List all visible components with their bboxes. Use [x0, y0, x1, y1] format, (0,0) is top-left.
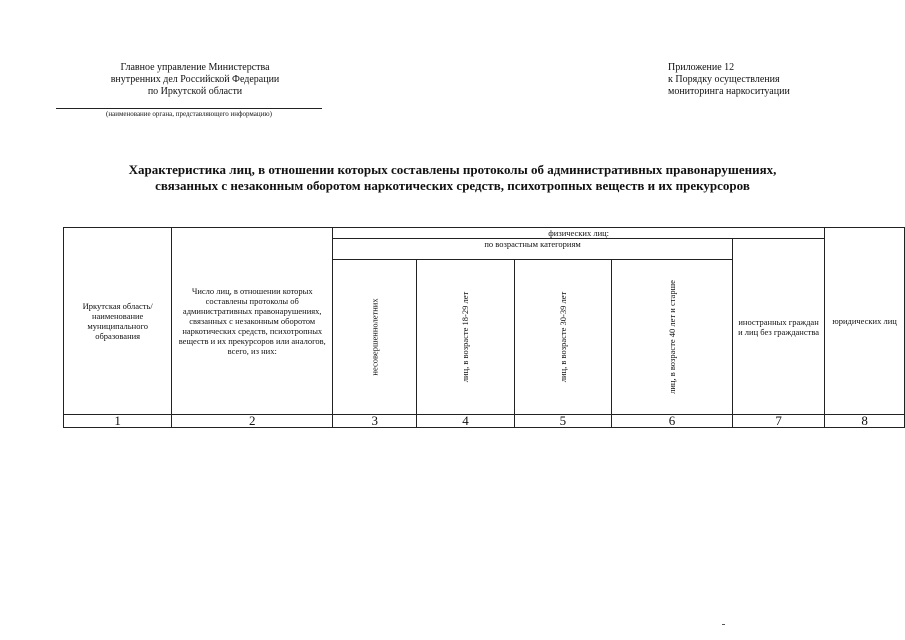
header-cell-total: Число лиц, в отношении которых составлены протоколы об административных правонарушениях, связанных с незаконным оборотом наркотических средств, психотропных веществ и их прекурсоров или аналогов, всего, из них: [172, 228, 333, 415]
column-number: 7 [732, 415, 824, 428]
scan-mark [722, 624, 725, 625]
report-table [63, 227, 905, 428]
age-label-40-plus: лиц, в возрасте 40 лет и старше [667, 280, 678, 394]
organization-line: внутренних дел Российской Федерации [110, 74, 280, 85]
organization-line: Главное управление Министерства [120, 62, 270, 73]
header-cell-age-40-plus [612, 260, 733, 415]
column-number: 8 [825, 415, 905, 428]
age-label-30-39: лиц, в возрасте 30-39 лет [557, 291, 568, 383]
appendix-line: мониторинга наркоситуации [668, 86, 790, 97]
title-line: связанных с незаконным оборотом наркотических средств, психотропных веществ и их прекурсоров [155, 178, 750, 193]
header-cell-age-30-39 [514, 260, 611, 415]
column-number: 2 [172, 415, 333, 428]
organization-line: по Иркутской области [147, 86, 243, 97]
header-cell-physical-persons: физических лиц: [333, 228, 825, 239]
document-title [100, 162, 805, 194]
organization-caption: (наименование органа, представляющего информацию) [106, 110, 272, 118]
column-number: 4 [417, 415, 514, 428]
column-number: 3 [333, 415, 417, 428]
header-cell-minors [333, 260, 417, 415]
title-line: Характеристика лиц, в отношении которых составлены протоколы об административных правонарушениях, [128, 162, 777, 177]
appendix-line: Приложение 12 [668, 62, 735, 73]
appendix-reference [668, 62, 848, 98]
column-number: 1 [64, 415, 172, 428]
appendix-line: к Порядку осуществления [668, 74, 780, 85]
age-label-18-29: лиц, в возрасте 18-29 лет [460, 291, 471, 383]
header-cell-region: Иркутская область/ наименование муниципального образования [64, 228, 172, 415]
header-cell-foreigners: иностранных граждан и лиц без гражданства [732, 239, 824, 415]
header-cell-age-18-29 [417, 260, 514, 415]
column-number: 5 [514, 415, 611, 428]
age-label-minors: несовершеннолетних [369, 298, 380, 376]
header-cell-legal-entities: юридических лиц [825, 228, 905, 415]
header-cell-age-categories: по возрастным категориям [333, 239, 733, 260]
column-number: 6 [612, 415, 733, 428]
organization-underline [56, 108, 322, 109]
organization-name [80, 62, 310, 98]
